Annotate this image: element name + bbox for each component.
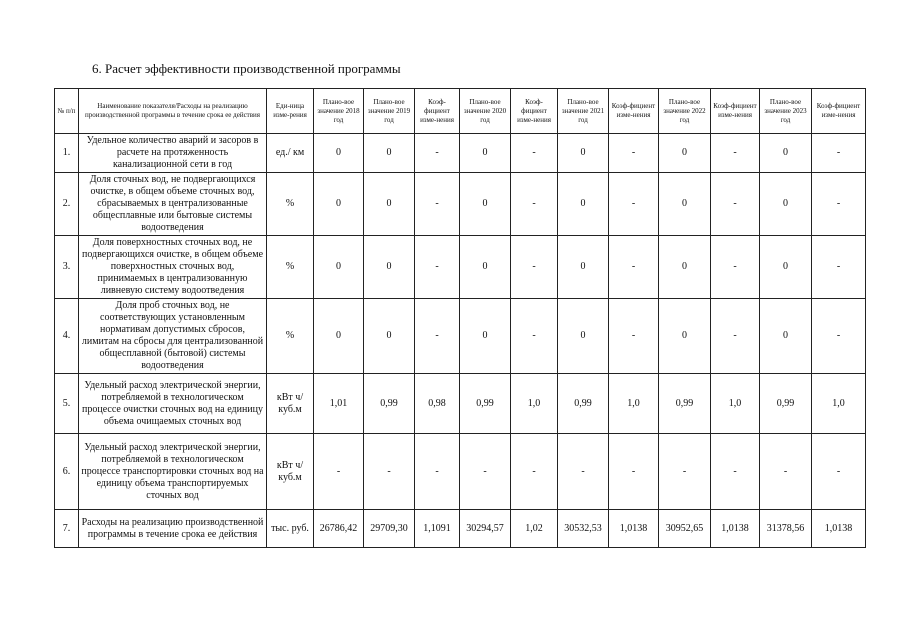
value-cell: - [609,299,659,374]
value-cell: - [609,134,659,173]
header-row [55,89,866,134]
header-cell: Коэф-фициент изме-нения [511,89,558,134]
value-cell: - [711,434,760,510]
value-cell: 31378,56 [760,510,812,548]
value-cell: - [711,173,760,236]
value-cell: - [812,434,866,510]
value-cell: - [460,434,511,510]
value-cell: - [711,236,760,299]
table-row [55,236,866,299]
value-cell: 0 [659,299,711,374]
value-cell: 0 [760,299,812,374]
value-cell: - [415,299,460,374]
value-cell: - [511,434,558,510]
header-cell: Коэф-фициент изме-нения [812,89,866,134]
value-cell: 1,0138 [812,510,866,548]
header-cell: Наименование показателя/Расходы на реализацию производственной программы в течение срока ее действия [79,89,267,134]
value-cell: - [812,173,866,236]
indicator-name: Расходы на реализацию производственной программы в течение срока ее действия [79,510,267,548]
row-number: 6. [55,434,79,510]
header-cell: Плано-вое значение 2023 год [760,89,812,134]
value-cell: 0 [558,299,609,374]
value-cell: 0 [364,236,415,299]
value-cell: - [812,134,866,173]
value-cell: 1,0 [511,374,558,434]
value-cell: - [511,299,558,374]
row-number: 1. [55,134,79,173]
table-row [55,134,866,173]
value-cell: 1,1091 [415,510,460,548]
value-cell: 0 [760,134,812,173]
value-cell: 0 [558,236,609,299]
value-cell: 0 [558,173,609,236]
table-row [55,299,866,374]
value-cell: 0 [364,134,415,173]
value-cell: 1,0 [812,374,866,434]
unit-cell: кВт ч/куб.м [267,374,314,434]
header-cell: № п/п [55,89,79,134]
value-cell: 1,0 [609,374,659,434]
value-cell: 0 [760,236,812,299]
indicator-name: Доля проб сточных вод, не соответствующих установленным нормативам допустимых сбросов, лимитам на сбросы для централизованной общесплавной (бытовой) системы водоотведения [79,299,267,374]
value-cell: - [609,173,659,236]
value-cell: 0 [460,173,511,236]
value-cell: 0 [364,299,415,374]
table-row [55,374,866,434]
value-cell: - [511,236,558,299]
value-cell: 0 [760,173,812,236]
header-cell: Плано-вое значение 2019 год [364,89,415,134]
value-cell: - [511,134,558,173]
header-cell: Плано-вое значение 2021 год [558,89,609,134]
table-row [55,173,866,236]
value-cell: - [415,134,460,173]
value-cell: 29709,30 [364,510,415,548]
header-cell: Коэф-фициент изме-нения [415,89,460,134]
value-cell: - [415,173,460,236]
value-cell: - [314,434,364,510]
value-cell: - [760,434,812,510]
value-cell: 0,99 [760,374,812,434]
value-cell: 0 [364,173,415,236]
header-cell: Еди-ница изме-рения [267,89,314,134]
table-row [55,510,866,548]
indicator-name: Доля поверхностных сточных вод, не подвергающихся очистке, в общем объеме поверхностных сточных вод, принимаемых в централизованную ливневую систему водоотведения [79,236,267,299]
value-cell: - [812,299,866,374]
value-cell: 30294,57 [460,510,511,548]
header-cell: Плано-вое значение 2022 год [659,89,711,134]
header-cell: Коэф-фициент изме-нения [711,89,760,134]
efficiency-table [54,88,866,548]
value-cell: - [659,434,711,510]
value-cell: 0,99 [659,374,711,434]
value-cell: 1,02 [511,510,558,548]
section-title: 6. Расчет эффективности производственной программы [92,61,401,76]
header-cell: Коэф-фициент изме-нения [609,89,659,134]
unit-cell: тыс. руб. [267,510,314,548]
row-number: 7. [55,510,79,548]
indicator-name: Удельный расход электрической энергии, потребляемой в технологическом процессе очистки сточных вод на единицу объема очищаемых сточных вод [79,374,267,434]
value-cell: - [364,434,415,510]
value-cell: 30952,65 [659,510,711,548]
value-cell: 1,0 [711,374,760,434]
value-cell: 0 [314,299,364,374]
unit-cell: кВт ч/куб.м [267,434,314,510]
unit-cell: % [267,299,314,374]
value-cell: 30532,53 [558,510,609,548]
value-cell: 0 [460,299,511,374]
indicator-name: Удельный расход электрической энергии, потребляемой в технологическом процессе транспортировки сточных вод на единицу объема транспортируемых сточных вод [79,434,267,510]
value-cell: 0,99 [364,374,415,434]
value-cell: 0,99 [460,374,511,434]
value-cell: - [558,434,609,510]
value-cell: 26786,42 [314,510,364,548]
value-cell: - [609,434,659,510]
indicator-name: Доля сточных вод, не подвергающихся очистке, в общем объеме сточных вод, сбрасываемых в централизованные общесплавные или бытовые системы водоотведения [79,173,267,236]
value-cell: 1,01 [314,374,364,434]
header-cell: Плано-вое значение 2020 год [460,89,511,134]
value-cell: 0 [460,236,511,299]
value-cell: 0 [314,236,364,299]
value-cell: - [812,236,866,299]
value-cell: 0,98 [415,374,460,434]
value-cell: - [511,173,558,236]
value-cell: 0 [659,173,711,236]
value-cell: 0 [659,134,711,173]
row-number: 5. [55,374,79,434]
indicator-name: Удельное количество аварий и засоров в расчете на протяженность канализационной сети в год [79,134,267,173]
value-cell: 0 [460,134,511,173]
unit-cell: % [267,236,314,299]
row-number: 4. [55,299,79,374]
value-cell: 0 [659,236,711,299]
value-cell: - [609,236,659,299]
unit-cell: % [267,173,314,236]
value-cell: 0 [558,134,609,173]
value-cell: - [415,236,460,299]
value-cell: - [711,299,760,374]
row-number: 2. [55,173,79,236]
header-cell: Плано-вое значение 2018 год [314,89,364,134]
unit-cell: ед./ км [267,134,314,173]
value-cell: 0 [314,173,364,236]
value-cell: - [415,434,460,510]
table-row [55,434,866,510]
value-cell: 1,0138 [609,510,659,548]
value-cell: 0 [314,134,364,173]
value-cell: 1,0138 [711,510,760,548]
table-body [55,134,866,548]
row-number: 3. [55,236,79,299]
value-cell: 0,99 [558,374,609,434]
value-cell: - [711,134,760,173]
